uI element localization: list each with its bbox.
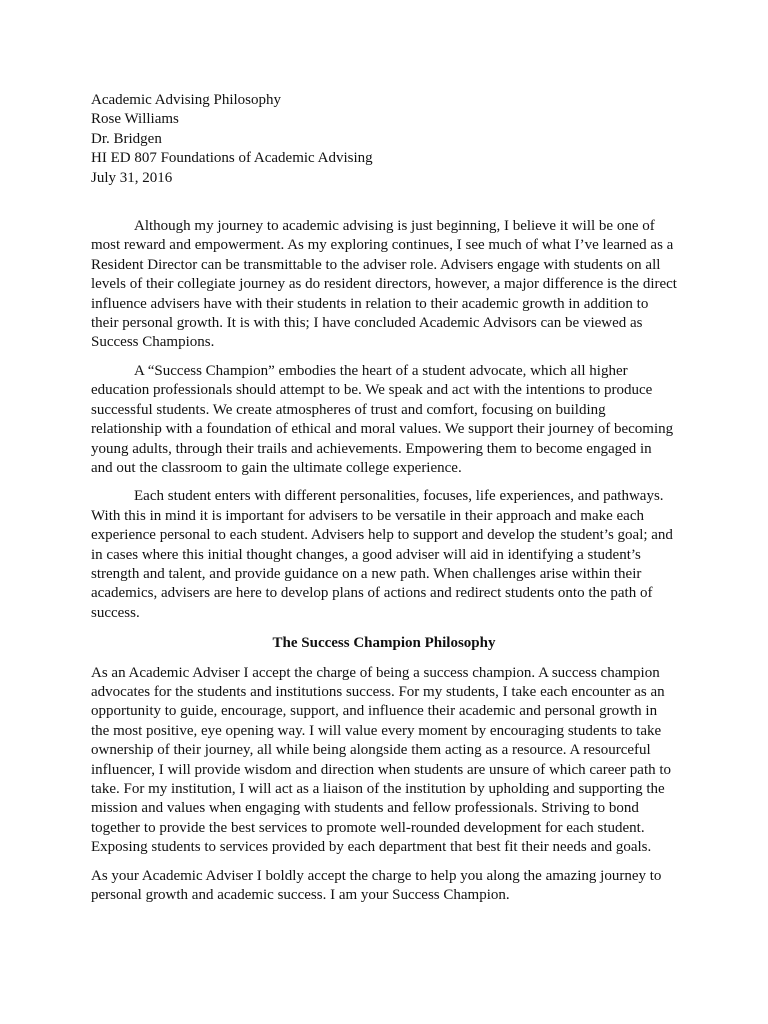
body-paragraph-1: Although my journey to academic advising is just beginning, I believe it will be one of most reward and empowerment. As my exploring continues, I see much of what I’ve learned as a Resident Director can be transmittable to the adviser role. Advisers engage with students on all levels of their collegiate journey as do resident directors, however, a major difference is the direct influence advisers have with their students in relation to their academic growth in addition to their personal growth. It is with this; I have concluded Academic Advisors can be viewed as Success Champions. (91, 218, 677, 351)
document-page (91, 91, 677, 914)
body-paragraph-4: As an Academic Adviser I accept the charge of being a success champion. A success champion advocates for the students and institutions success. For my students, I take each encounter as an opportunity to guide, encourage, support, and influence their academic and personal growth in the most positive, eye opening way. I will value every moment by encouraging students to take ownership of their journey, all while being alongside them acting as a resource. A resourceful influencer, I will provide wisdom and direction when students are unsure of which career path to take. For my institution, I will act as a liaison of the institution by upholding and supporting the mission and values when engaging with students and fellow professionals. Striving to bond together to provide the best services to promote well-rounded development for each student. Exposing students to services provided by each department that best fit their needs and goals. (91, 664, 672, 856)
document-date: July 31, 2016 (91, 169, 173, 186)
author-name: Rose Williams (91, 111, 179, 128)
body-paragraph-5: As your Academic Adviser I boldly accept the charge to help you along the amazing journey to personal growth and academic success. I am your Success Champion. (91, 867, 662, 904)
course-name: HI ED 807 Foundations of Academic Advising (91, 150, 373, 167)
instructor-name: Dr. Bridgen (91, 130, 162, 147)
document-title: Academic Advising Philosophy (91, 92, 281, 108)
body-paragraph-2: A “Success Champion” embodies the heart of a student advocate, which all higher education professionals should attempt to be. We speak and act with the intentions to produce successful students. We create atmospheres of trust and comfort, focusing on building relationship with a foundation of ethical and moral values. We support their journey of becoming young adults, through their trails and achievements. Empowering them to become engaged in and out the classroom to gain the ultimate college experience. (91, 362, 674, 476)
document-header (91, 91, 677, 188)
section-heading: The Success Champion Philosophy (272, 635, 496, 652)
body-paragraph-3: Each student enters with different personalities, focuses, life experiences, and pathways. With this in mind it is important for advisers to be versatile in their approach and make each experience personal to each student. Advisers help to support and develop the student’s goal; and in cases where this initial thought changes, a good adviser will aid in identifying a student’s strength and talent, and provide guidance on a new path. When challenges arise within their academics, advisers are here to develop plans of actions and redirect students onto the path of success. (91, 488, 673, 621)
header-spacer (91, 188, 677, 217)
